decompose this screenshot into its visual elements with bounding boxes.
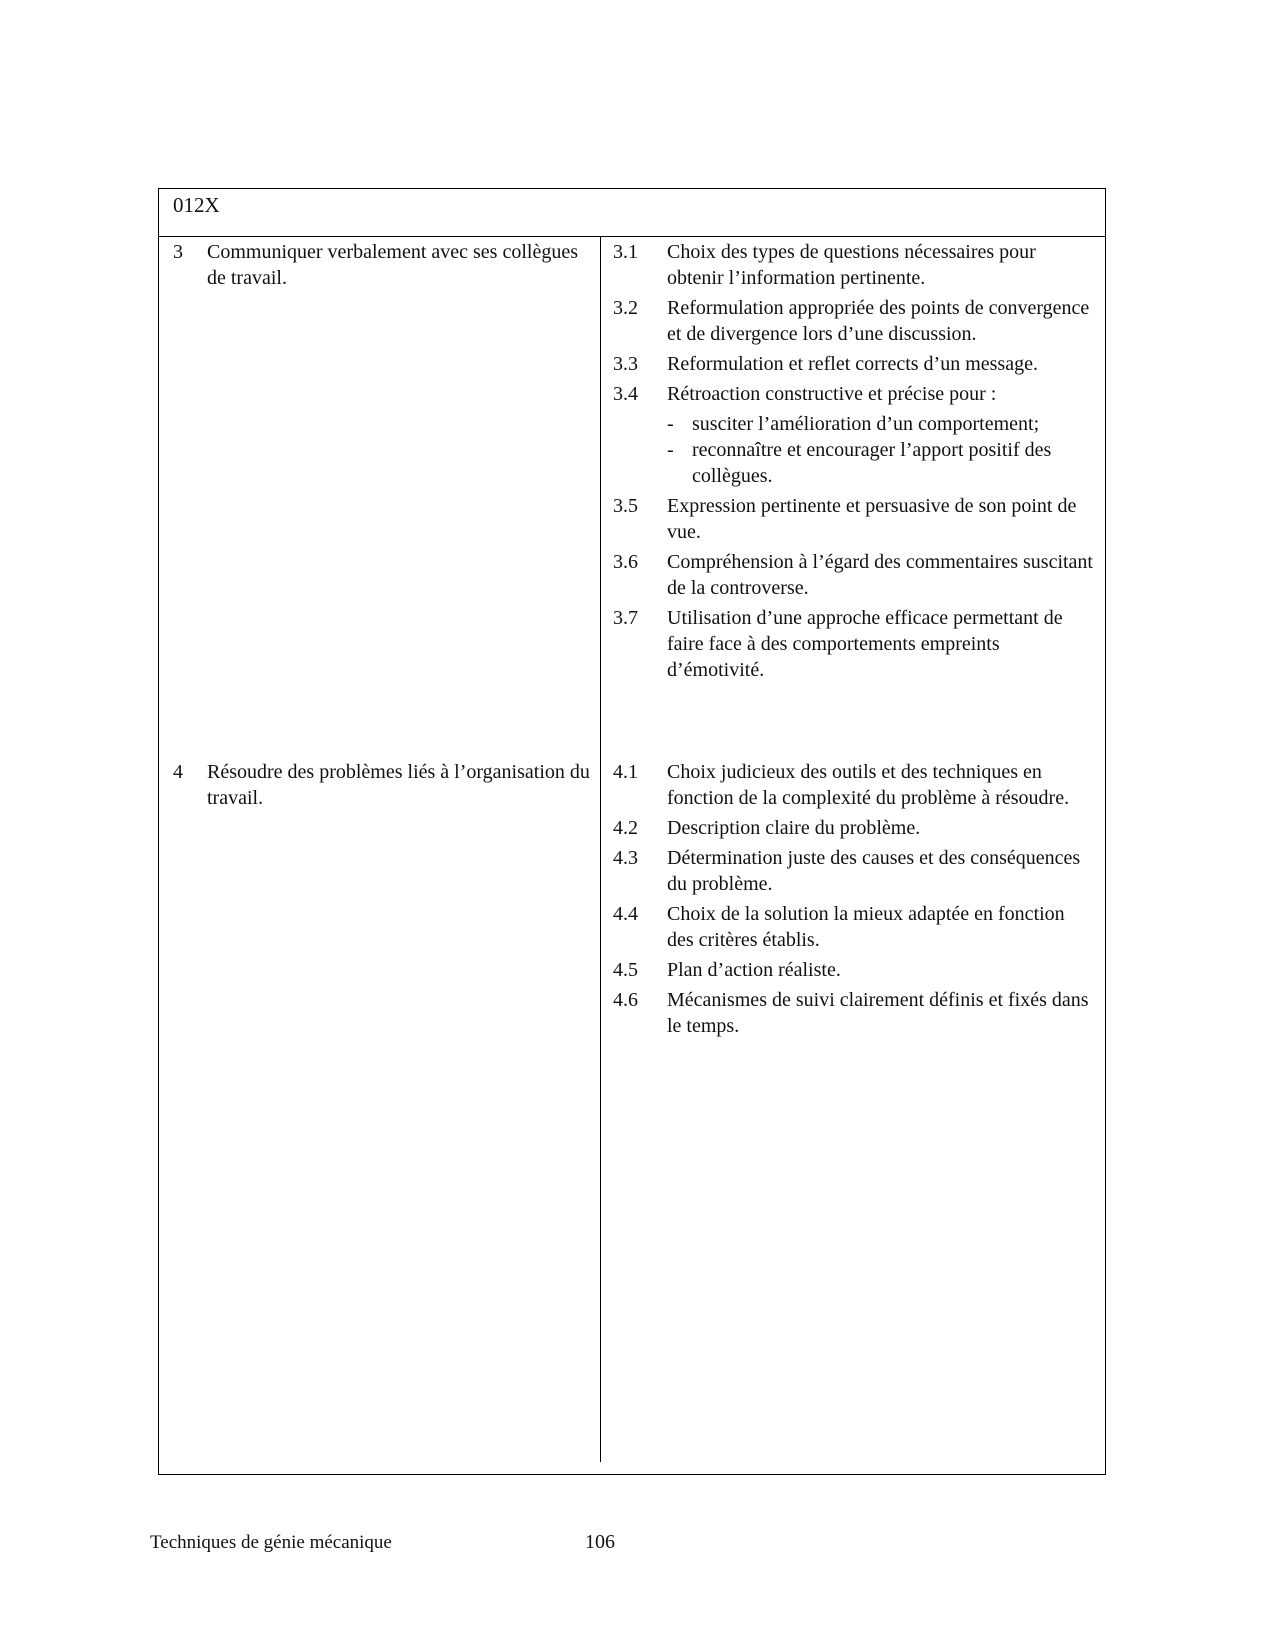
criterion-text: Utilisation d’une approche efficace permettant de faire face à des comportements empreints d’émotivité. <box>667 607 1063 681</box>
subitem-bullet: - <box>667 413 674 435</box>
criterion-subitem <box>667 437 1093 489</box>
criteria-list <box>613 239 1093 687</box>
criterion-text: Choix judicieux des outils et des techniques en fonction de la complexité du problème à résoudre. <box>667 761 1070 809</box>
skill-title: Communiquer verbalement avec ses collègues de travail. <box>207 241 578 289</box>
criterion-text: Compréhension à l’égard des commentaires suscitant de la controverse. <box>667 551 1093 599</box>
criterion-number: 4.4 <box>613 903 638 925</box>
criterion-item <box>613 381 1093 407</box>
criterion-item <box>613 295 1093 347</box>
criterion-number: 4.6 <box>613 989 638 1011</box>
criterion-item <box>613 957 1093 983</box>
skill-number: 3 <box>173 241 183 263</box>
criterion-number: 3.3 <box>613 353 638 375</box>
criterion-number: 4.2 <box>613 817 638 839</box>
code-row <box>159 189 1105 237</box>
criterion-number: 4.1 <box>613 761 638 783</box>
footer-program-name: Techniques de génie mécanique <box>150 1532 392 1553</box>
criteria-list <box>613 759 1093 1043</box>
criterion-item <box>613 987 1093 1039</box>
criterion-number: 3.4 <box>613 383 638 405</box>
criterion-item <box>613 239 1093 291</box>
skill-element <box>173 759 593 811</box>
criterion-number: 3.6 <box>613 551 638 573</box>
column-divider <box>600 237 601 1462</box>
criterion-text: Reformulation et reflet corrects d’un message. <box>667 353 1038 375</box>
skill-element <box>173 239 593 291</box>
subitem-text: susciter l’amélioration d’un comportement; <box>692 413 1040 435</box>
criterion-text: Expression pertinente et persuasive de son point de vue. <box>667 495 1077 543</box>
criterion-item <box>613 845 1093 897</box>
criterion-text: Mécanismes de suivi clairement définis et fixés dans le temps. <box>667 989 1089 1037</box>
competency-table <box>158 188 1106 1475</box>
criterion-text: Description claire du problème. <box>667 817 921 839</box>
criterion-text: Détermination juste des causes et des conséquences du problème. <box>667 847 1081 895</box>
criterion-item <box>613 815 1093 841</box>
criterion-number: 3.2 <box>613 297 638 319</box>
criterion-text: Choix de la solution la mieux adaptée en fonction des critères établis. <box>667 903 1065 951</box>
criterion-item <box>613 605 1093 683</box>
criterion-item <box>613 351 1093 377</box>
criterion-text: Reformulation appropriée des points de convergence et de divergence lors d’une discussion. <box>667 297 1090 345</box>
subitem-bullet: - <box>667 439 674 461</box>
criterion-item <box>613 759 1093 811</box>
criterion-item <box>613 901 1093 953</box>
criterion-subitem <box>667 411 1093 437</box>
competency-code: 012X <box>173 193 220 217</box>
criterion-item <box>613 493 1093 545</box>
criterion-number: 3.1 <box>613 241 638 263</box>
criterion-text: Choix des types de questions nécessaires pour obtenir l’information pertinente. <box>667 241 1036 289</box>
criterion-text: Plan d’action réaliste. <box>667 959 841 981</box>
skill-title: Résoudre des problèmes liés à l’organisation du travail. <box>207 761 590 809</box>
skill-number: 4 <box>173 761 183 783</box>
criterion-text: Rétroaction constructive et précise pour : <box>667 383 997 405</box>
criterion-number: 3.5 <box>613 495 638 517</box>
criterion-number: 4.5 <box>613 959 638 981</box>
criterion-item <box>613 549 1093 601</box>
page-number: 106 <box>585 1531 615 1553</box>
subitem-text: reconnaître et encourager l’apport positif des collègues. <box>692 439 1052 487</box>
criterion-number: 3.7 <box>613 607 638 629</box>
criterion-number: 4.3 <box>613 847 638 869</box>
